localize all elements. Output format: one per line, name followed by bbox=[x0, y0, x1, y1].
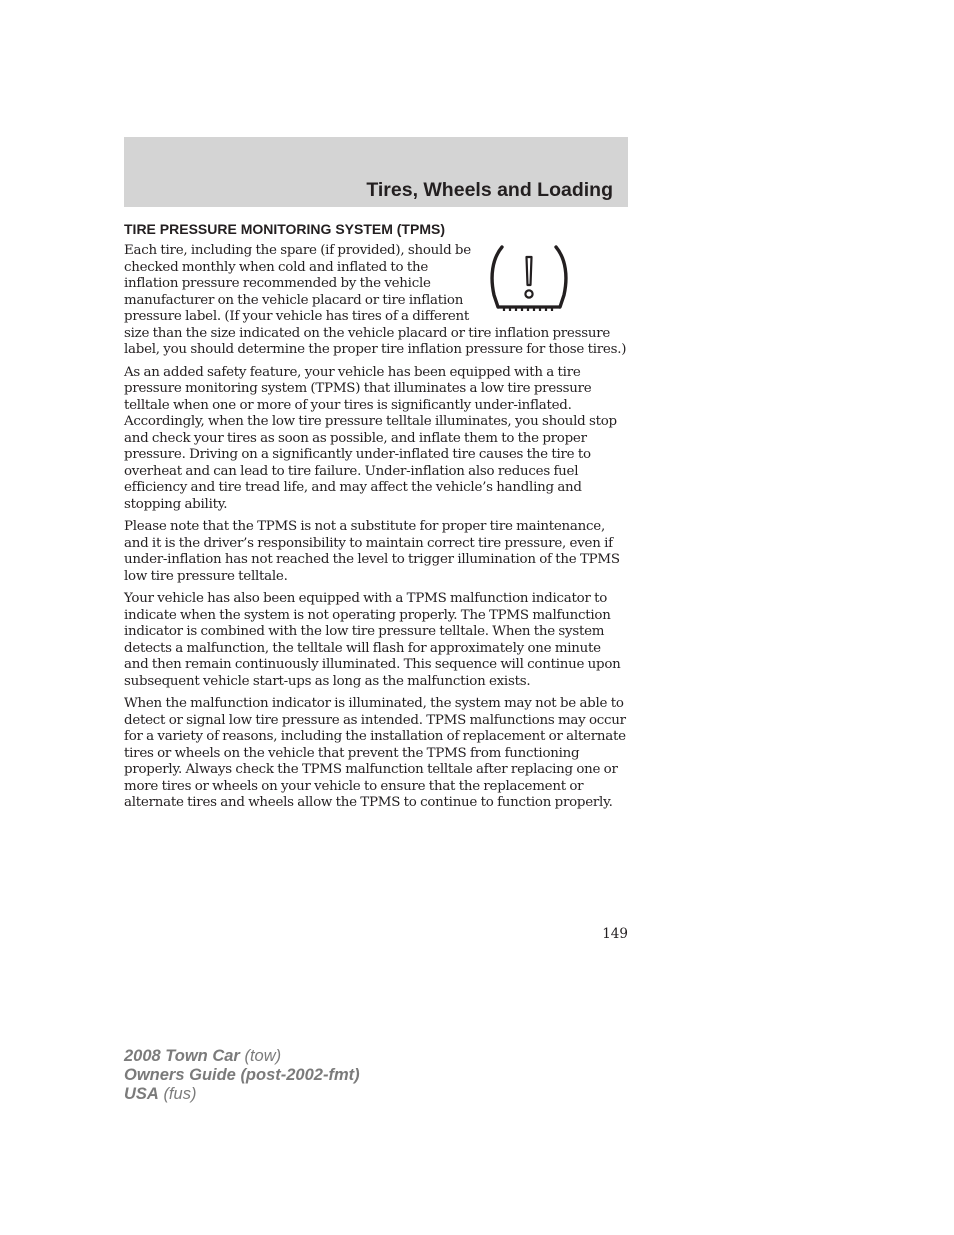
footer-line-guide bbox=[124, 1066, 360, 1085]
footer-market-code: (fus) bbox=[163, 1085, 197, 1103]
page-number: 149 bbox=[602, 926, 628, 942]
paragraph-malfunction-indicator: Your vehicle has also been equipped with a TPMS malfunction indicator to indicate when the system is not operating properly. The TPMS malfunction indicator is combined with the low tire pressure telltale. When the system detects a malfunction, the telltale will flash for approximately one minute and then remain continuously illuminated. This sequence will continue upon subsequent vehicle start-ups as long as the malfunction exists. bbox=[124, 591, 621, 689]
document-footer bbox=[124, 1047, 360, 1104]
footer-line-model bbox=[124, 1047, 360, 1066]
page-content bbox=[124, 220, 628, 818]
footer-model: 2008 Town Car bbox=[124, 1047, 240, 1065]
paragraph-malfunction-causes: When the malfunction indicator is illuminated, the system may not be able to detect or signal low tire pressure as intended. TPMS malfunctions may occur for a variety of reasons, including the installation of replacement or alternate tires or wheels on the vehicle that prevent the TPMS from functioning properly. Always check the TPMS malfunction telltale after replacing one or more tires or wheels on your vehicle to ensure that the replacement or alternate tires and wheels allow the TPMS to continue to function properly. bbox=[124, 696, 626, 810]
section-heading: TIRE PRESSURE MONITORING SYSTEM (TPMS) bbox=[124, 221, 445, 237]
paragraph-maintenance-note: Please note that the TPMS is not a substitute for proper tire maintenance, and it is the driver’s responsibility to maintain correct tire pressure, even if under-inflation has not reached the level to trigger illumination of the TPMS low tire pressure telltale. bbox=[124, 519, 620, 584]
chapter-header-band bbox=[124, 137, 628, 207]
footer-guide: Owners Guide (post-2002-fmt) bbox=[124, 1066, 360, 1084]
paragraph-intro: Each tire, including the spare (if provided), should be checked monthly when cold and inflated to the inflation pressure recommended by the vehicle manufacturer on the vehicle placard or tire inflation pressure label. (If your vehicle has tires of a different size than the size indicated on the vehicle placard or tire inflation pressure label, you should determine the proper tire inflation pressure for those tires.) bbox=[124, 243, 627, 357]
paragraph-safety-feature: As an added safety feature, your vehicle has been equipped with a tire pressure monitoring system (TPMS) that illuminates a low tire pressure telltale when one or more of your tires is significantly under-inflated. Accordingly, when the low tire pressure telltale illuminates, you should stop and check your tires as soon as possible, and inflate them to the proper pressure. Driving on a significantly under-inflated tire causes the tire to overheat and can lead to tire failure. Under-inflation also reduces fuel efficiency and tire tread life, and may affect the vehicle’s handling and stopping ability. bbox=[124, 364, 617, 512]
low-tire-pressure-warning-icon bbox=[488, 243, 570, 313]
footer-market: USA bbox=[124, 1085, 159, 1103]
chapter-title: Tires, Wheels and Loading bbox=[366, 179, 613, 201]
footer-model-code: (tow) bbox=[244, 1047, 282, 1065]
footer-line-market bbox=[124, 1085, 360, 1104]
